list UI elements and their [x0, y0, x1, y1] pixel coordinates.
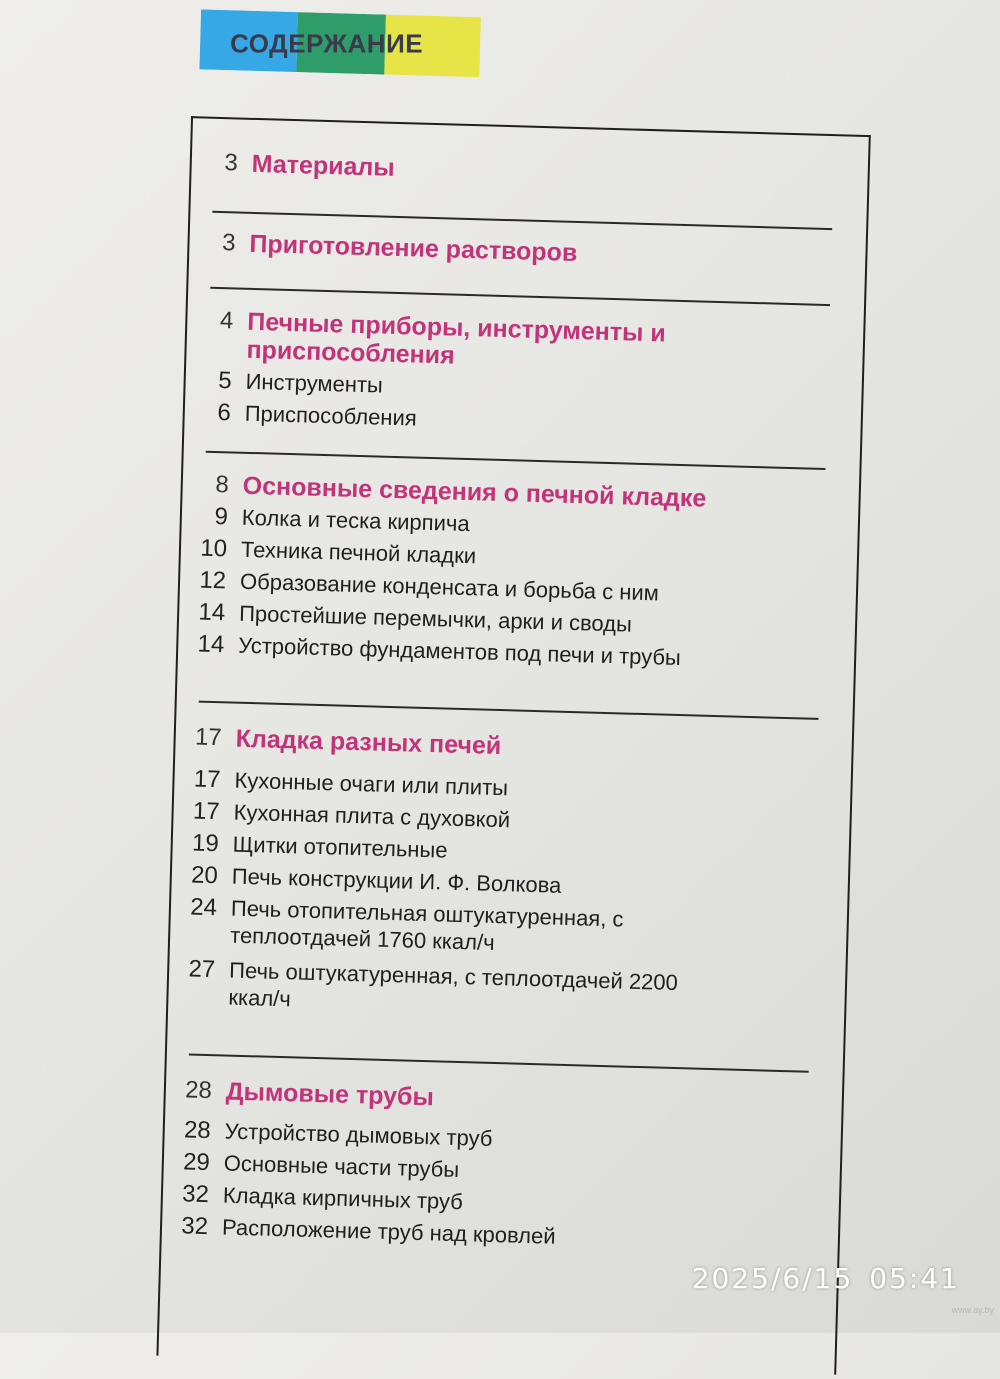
toc-main-entry	[189, 228, 866, 275]
photo-date: 2025/6/15	[691, 1262, 854, 1295]
page-number: 5	[217, 367, 233, 395]
entry-title: Кладка кирпичных труб	[222, 1182, 464, 1215]
section-title: Материалы	[251, 149, 396, 182]
page-number: 29	[182, 1148, 211, 1177]
section-divider	[210, 287, 830, 306]
entry-title: Щитки отопительные	[232, 831, 448, 863]
section-divider	[206, 451, 826, 470]
page-number: 27	[188, 955, 216, 984]
page-number: 3	[221, 229, 236, 257]
page-number: 28	[183, 1116, 212, 1145]
page-number: 9	[214, 502, 229, 531]
page-number: 4	[219, 307, 234, 335]
page-number: 24	[189, 893, 218, 922]
entry-title: Кухонные очаги или плиты	[234, 767, 509, 801]
toc-main-entry	[175, 723, 852, 770]
page-number: 32	[180, 1212, 209, 1241]
entry-title: Основные части трубы	[223, 1150, 460, 1183]
page-number: 14	[197, 630, 225, 659]
entry-title: Колка и теска кирпича	[241, 504, 470, 537]
page-number: 17	[192, 797, 221, 826]
entry-title: Печь отопительная оштукатуренная, с теплоотдачей 1760 ккал/ч	[229, 895, 624, 955]
toc-main-entry	[165, 1076, 842, 1123]
site-watermark: www.ay.by	[951, 1305, 994, 1315]
section-divider	[212, 211, 832, 230]
entry-title: Печь конструкции И. Ф. Волкова	[231, 863, 562, 898]
entry-title: Простейшие перемычки, арки и своды	[238, 600, 633, 637]
contents-header	[199, 9, 481, 77]
page-number: 10	[199, 534, 228, 563]
section-title: Кладка разных печей	[235, 724, 502, 761]
entry-title: Образование конденсата и борьба с ним	[239, 568, 660, 606]
entry-title: Приспособления	[244, 400, 418, 431]
entry-title: Техника печной кладки	[240, 536, 477, 569]
page-number: 14	[198, 598, 226, 627]
table-of-contents	[156, 116, 870, 1375]
toc-section	[162, 1076, 842, 1259]
photo-timestamp	[692, 1262, 960, 1295]
toc-section	[178, 470, 859, 677]
page-number: 8	[215, 470, 230, 499]
photo-time: 05:41	[869, 1262, 960, 1295]
section-divider	[189, 1053, 809, 1072]
section-title: Печные приборы, инструменты и приспособления	[246, 307, 667, 370]
entry-title: Кухонная плита с духовкой	[233, 799, 511, 833]
toc-section	[189, 228, 866, 275]
page-number: 6	[217, 399, 232, 427]
toc-sub-entry	[168, 955, 845, 1028]
section-divider	[199, 701, 819, 720]
page-number: 17	[194, 723, 223, 752]
section-title: Основные сведения о печной кладке	[242, 471, 707, 513]
contents-title: СОДЕРЖАНИЕ	[230, 28, 424, 59]
page-number: 28	[184, 1076, 213, 1105]
entry-title: Инструменты	[245, 368, 384, 398]
page-number: 20	[190, 861, 219, 890]
toc-main-entry	[191, 148, 868, 195]
page-number: 19	[191, 829, 220, 858]
entry-title: Устройство фундаментов под печи и трубы	[237, 632, 682, 671]
section-title: Приготовление растворов	[249, 229, 578, 267]
toc-section	[191, 148, 868, 195]
entry-title: Устройство дымовых труб	[224, 1118, 493, 1151]
entry-title: Печь оштукатуренная, с теплоотдачей 2200 ккал/ч	[228, 957, 679, 1012]
toc-section	[184, 306, 863, 445]
section-title: Дымовые трубы	[225, 1077, 435, 1112]
page-number: 17	[193, 765, 221, 794]
page-number: 12	[199, 566, 227, 595]
toc-section	[168, 723, 852, 1028]
entry-title: Расположение труб над кровлей	[221, 1214, 556, 1249]
page-number: 3	[224, 149, 239, 177]
page-number: 32	[181, 1180, 210, 1209]
